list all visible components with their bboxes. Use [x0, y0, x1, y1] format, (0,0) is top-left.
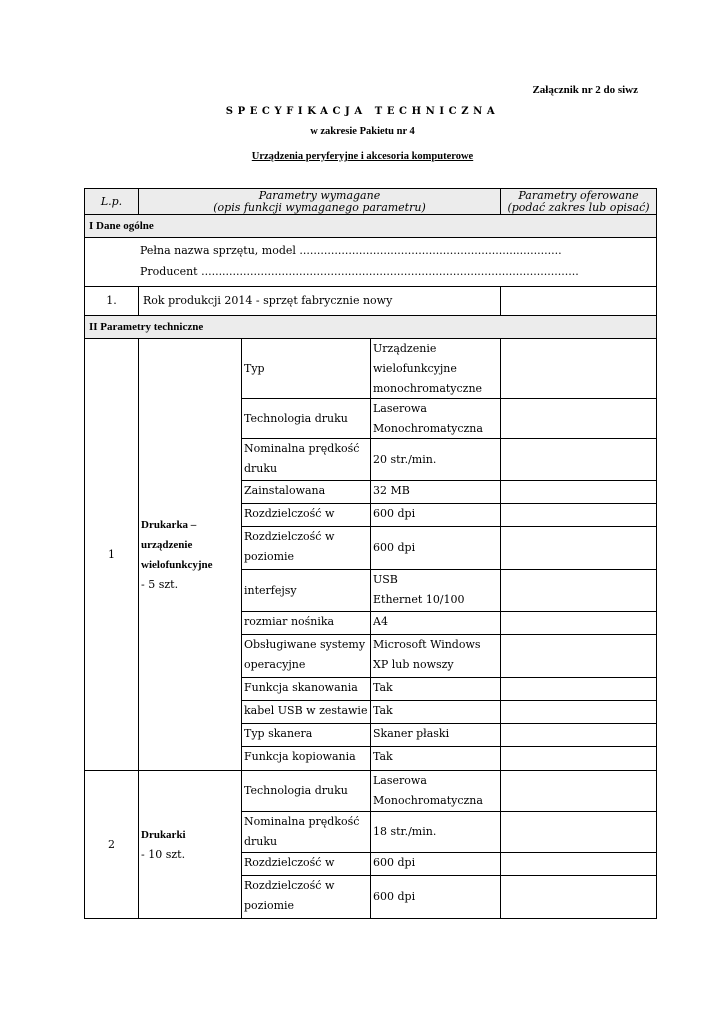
param-value: A4: [370, 611, 501, 635]
offered-value-cell[interactable]: [500, 569, 657, 612]
offered-value-cell[interactable]: [500, 526, 657, 570]
document-title: SPECYFIKACJA TECHNICZNA: [225, 106, 500, 117]
param-name: Rozdzielczość w: [241, 852, 371, 876]
param-value: 600 dpi: [370, 852, 501, 876]
param-value: Microsoft Windows XP lub nowszy: [370, 634, 501, 678]
offered-value-cell[interactable]: [500, 438, 657, 481]
offered-value-cell[interactable]: [500, 811, 657, 853]
param-name: Typ: [241, 338, 371, 399]
param-value: Tak: [370, 677, 501, 701]
section-technical-title: II Parametry techniczne: [84, 315, 657, 339]
param-name: Obsługiwane systemy operacyjne: [241, 634, 371, 678]
document-subtitle: w zakresie Pakietu nr 4: [310, 126, 415, 137]
param-value: USB Ethernet 10/100: [370, 569, 501, 612]
param-value: Laserowa Monochromatyczna: [370, 770, 501, 812]
param-name: Nominalna prędkość druku: [241, 811, 371, 853]
item-lp: 1: [84, 338, 139, 771]
param-name: Funkcja skanowania: [241, 677, 371, 701]
row-lp: 1.: [84, 286, 139, 316]
param-name: Typ skanera: [241, 723, 371, 747]
producer-line: Producent ............................................................................................................: [140, 265, 579, 278]
header-offered: Parametry oferowane (podać zakres lub opisać): [500, 188, 657, 215]
offered-value-cell[interactable]: [500, 852, 657, 876]
param-value: 600 dpi: [370, 503, 501, 527]
param-value: 18 str./min.: [370, 811, 501, 853]
offered-value-cell[interactable]: [500, 286, 657, 316]
offered-value-cell[interactable]: [500, 338, 657, 399]
param-name: interfejsy: [241, 569, 371, 612]
item-name-line: urządzenie: [141, 538, 193, 551]
item-name-line: Drukarki: [141, 828, 186, 841]
document-subject: Urządzenia peryferyjne i akcesoria komputerowe: [251, 151, 474, 162]
param-name: Rozdzielczość w: [241, 503, 371, 527]
param-name: Nominalna prędkość druku: [241, 438, 371, 481]
offered-value-cell[interactable]: [500, 875, 657, 919]
param-name: Zainstalowana: [241, 480, 371, 504]
param-name: kabel USB w zestawie: [241, 700, 371, 724]
item-lp: 2: [84, 770, 139, 919]
offered-value-cell[interactable]: [500, 503, 657, 527]
item-quantity: - 5 szt.: [141, 577, 179, 591]
param-value: Tak: [370, 700, 501, 724]
production-year-text: Rok produkcji 2014 - sprzęt fabrycznie nowy: [138, 286, 501, 316]
param-name: rozmiar nośnika: [241, 611, 371, 635]
param-name: Rozdzielczość w poziomie: [241, 526, 371, 570]
param-value: 600 dpi: [370, 875, 501, 919]
item-name-line: wielofunkcyjne: [141, 558, 213, 571]
param-value: Skaner płaski: [370, 723, 501, 747]
section-general-title: I Dane ogólne: [84, 214, 657, 238]
param-value: 20 str./min.: [370, 438, 501, 481]
general-info-row: [84, 237, 657, 287]
offered-value-cell[interactable]: [500, 700, 657, 724]
offered-value-cell[interactable]: [500, 746, 657, 771]
header-required: Parametry wymagane (opis funkcji wymaganego parametru): [138, 188, 501, 215]
offered-value-cell[interactable]: [500, 723, 657, 747]
param-name: Funkcja kopiowania: [241, 746, 371, 771]
offered-value-cell[interactable]: [500, 770, 657, 812]
param-name: Technologia druku: [241, 770, 371, 812]
offered-value-cell[interactable]: [500, 398, 657, 439]
param-value: 32 MB: [370, 480, 501, 504]
param-value: Tak: [370, 746, 501, 771]
offered-value-cell[interactable]: [500, 611, 657, 635]
offered-value-cell[interactable]: [500, 634, 657, 678]
offered-value-cell[interactable]: [500, 480, 657, 504]
item-name-cell: [138, 770, 242, 919]
item-name-line: Drukarka –: [141, 518, 197, 531]
equipment-name-line: Pełna nazwa sprzętu, model ...........................................................................: [140, 244, 562, 257]
param-value: Urządzenie wielofunkcyjne monochromatyczne: [370, 338, 501, 399]
param-value: Laserowa Monochromatyczna: [370, 398, 501, 439]
item-quantity: - 10 szt.: [141, 847, 186, 861]
annex-label: Załącznik nr 2 do siwz: [532, 84, 638, 96]
header-lp: L.p.: [84, 188, 139, 215]
param-value: 600 dpi: [370, 526, 501, 570]
param-name: Rozdzielczość w poziomie: [241, 875, 371, 919]
offered-value-cell[interactable]: [500, 677, 657, 701]
item-name-cell: [138, 338, 242, 771]
param-name: Technologia druku: [241, 398, 371, 439]
